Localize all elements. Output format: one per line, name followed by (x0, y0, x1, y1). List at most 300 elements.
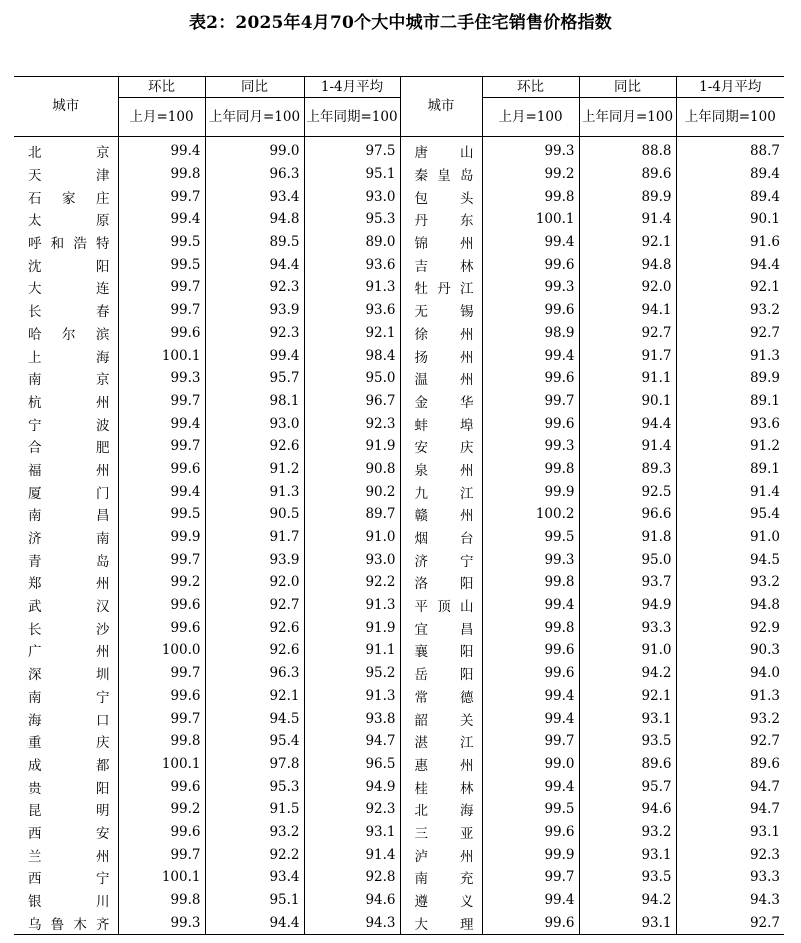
yoy-value: 92.7 (579, 322, 676, 345)
avg-value: 93.6 (304, 253, 400, 276)
table-row (14, 798, 784, 821)
mom-value: 99.7 (118, 435, 205, 458)
yoy-value: 93.2 (205, 821, 304, 844)
avg-value: 91.0 (749, 529, 780, 546)
avg-value: 93.3 (749, 869, 780, 886)
mom-value: 100.1 (482, 208, 579, 231)
mom-value: 99.3 (118, 911, 205, 934)
yoy-value: 93.3 (579, 616, 676, 639)
mom-value: 99.3 (482, 276, 579, 299)
mom-value: 99.8 (482, 458, 579, 481)
city-name: 无锡 (400, 299, 482, 322)
mom-value: 99.2 (118, 798, 205, 821)
mom-value: 99.8 (482, 616, 579, 639)
city-name: 广州 (14, 639, 118, 662)
table-row (14, 911, 784, 934)
avg-value: 94.9 (304, 775, 400, 798)
mom-value: 99.4 (482, 775, 579, 798)
avg-value: 96.7 (304, 390, 400, 413)
city-name: 海口 (14, 707, 118, 730)
table-row (14, 253, 784, 276)
yoy-value: 89.9 (579, 185, 676, 208)
city-name: 唐山 (400, 137, 482, 163)
city-name: 金华 (400, 390, 482, 413)
avg-value: 89.4 (749, 188, 780, 205)
table-row (14, 390, 784, 413)
city-name: 锦州 (400, 231, 482, 254)
mom-value: 99.3 (482, 435, 579, 458)
mom-value: 99.6 (482, 253, 579, 276)
yoy-value: 99.4 (205, 344, 304, 367)
yoy-value: 93.9 (205, 299, 304, 322)
avg-value: 94.7 (749, 778, 780, 795)
city-name: 遵义 (400, 889, 482, 912)
table-body (14, 137, 784, 935)
city-name: 泸州 (400, 843, 482, 866)
city-name: 济南 (14, 526, 118, 549)
avg-value: 95.3 (304, 208, 400, 231)
yoy-value: 89.5 (205, 231, 304, 254)
city-name: 常德 (400, 685, 482, 708)
city-name: 牡丹江 (400, 276, 482, 299)
yoy-value: 92.1 (205, 685, 304, 708)
avg-value: 88.7 (749, 143, 780, 160)
yoy-value: 91.5 (205, 798, 304, 821)
city-name: 深圳 (14, 662, 118, 685)
mom-value: 99.7 (118, 843, 205, 866)
mom-value: 99.6 (482, 412, 579, 435)
yoy-value: 93.1 (579, 843, 676, 866)
header-city-right: 城市 (400, 77, 482, 137)
table-row (14, 163, 784, 186)
mom-value: 99.3 (482, 548, 579, 571)
avg-value: 91.4 (749, 483, 780, 500)
mom-value: 99.7 (118, 185, 205, 208)
avg-value: 90.1 (749, 211, 780, 228)
avg-value: 91.3 (304, 685, 400, 708)
city-name: 宜昌 (400, 616, 482, 639)
table-row (14, 299, 784, 322)
avg-value: 93.2 (749, 710, 780, 727)
mom-value: 99.3 (482, 137, 579, 163)
table-row (14, 594, 784, 617)
mom-value: 99.7 (118, 707, 205, 730)
table-row (14, 480, 784, 503)
city-name: 三亚 (400, 821, 482, 844)
avg-value: 93.2 (749, 574, 780, 591)
table-row (14, 526, 784, 549)
avg-value: 95.0 (304, 367, 400, 390)
avg-value: 94.6 (304, 889, 400, 912)
table-row (14, 344, 784, 367)
mom-value: 99.6 (118, 594, 205, 617)
yoy-value: 90.5 (205, 503, 304, 526)
avg-value: 91.3 (304, 594, 400, 617)
yoy-value: 92.1 (579, 231, 676, 254)
mom-value: 99.6 (118, 322, 205, 345)
mom-value: 99.2 (118, 571, 205, 594)
header-avg-base-left: 上年同期=100 (304, 98, 400, 137)
mom-value: 99.6 (482, 299, 579, 322)
avg-value: 89.1 (749, 392, 780, 409)
header-yoy-base-right: 上年同月=100 (579, 98, 676, 137)
yoy-value: 95.7 (579, 775, 676, 798)
mom-value: 99.5 (118, 231, 205, 254)
avg-value: 91.9 (304, 616, 400, 639)
city-name: 丹东 (400, 208, 482, 231)
yoy-value: 91.4 (579, 208, 676, 231)
avg-value: 91.3 (749, 687, 780, 704)
mom-value: 99.6 (118, 775, 205, 798)
city-name: 银川 (14, 889, 118, 912)
city-name: 九江 (400, 480, 482, 503)
avg-value: 98.4 (304, 344, 400, 367)
city-name: 长春 (14, 299, 118, 322)
yoy-value: 92.3 (205, 322, 304, 345)
yoy-value: 88.8 (579, 137, 676, 163)
mom-value: 99.5 (118, 503, 205, 526)
avg-value: 94.8 (749, 597, 780, 614)
header-mom-base-left: 上月=100 (118, 98, 205, 137)
yoy-value: 91.7 (579, 344, 676, 367)
city-name: 南京 (14, 367, 118, 390)
avg-value: 93.1 (749, 823, 780, 840)
avg-value: 89.6 (749, 755, 780, 772)
avg-value: 92.1 (304, 322, 400, 345)
avg-value: 94.3 (304, 911, 400, 934)
city-name: 宁波 (14, 412, 118, 435)
avg-value: 92.7 (749, 733, 780, 750)
yoy-value: 92.6 (205, 639, 304, 662)
header-avg-right: 1-4月平均 (676, 77, 784, 98)
yoy-value: 92.7 (205, 594, 304, 617)
avg-value: 97.5 (304, 137, 400, 163)
mom-value: 99.8 (482, 185, 579, 208)
mom-value: 99.9 (482, 480, 579, 503)
table-row (14, 707, 784, 730)
city-name: 烟台 (400, 526, 482, 549)
city-name: 贵阳 (14, 775, 118, 798)
table-row (14, 548, 784, 571)
yoy-value: 89.3 (579, 458, 676, 481)
city-name: 徐州 (400, 322, 482, 345)
yoy-value: 98.1 (205, 390, 304, 413)
city-name: 平顶山 (400, 594, 482, 617)
table-row (14, 753, 784, 776)
header-yoy-left: 同比 (205, 77, 304, 98)
city-name: 包头 (400, 185, 482, 208)
header-yoy-base-left: 上年同月=100 (205, 98, 304, 137)
table-row (14, 458, 784, 481)
mom-value: 99.6 (482, 367, 579, 390)
city-name: 南宁 (14, 685, 118, 708)
mom-value: 99.7 (482, 866, 579, 889)
yoy-value: 95.7 (205, 367, 304, 390)
avg-value: 93.0 (304, 185, 400, 208)
mom-value: 99.6 (118, 616, 205, 639)
mom-value: 99.3 (118, 367, 205, 390)
yoy-value: 95.3 (205, 775, 304, 798)
avg-value: 91.9 (304, 435, 400, 458)
table-row (14, 322, 784, 345)
avg-value: 91.1 (304, 639, 400, 662)
city-name: 厦门 (14, 480, 118, 503)
yoy-value: 94.2 (579, 889, 676, 912)
yoy-value: 94.8 (205, 208, 304, 231)
city-name: 桂林 (400, 775, 482, 798)
header-mom-base-right: 上月=100 (482, 98, 579, 137)
city-name: 北海 (400, 798, 482, 821)
city-name: 泉州 (400, 458, 482, 481)
mom-value: 100.0 (118, 639, 205, 662)
avg-value: 92.8 (304, 866, 400, 889)
yoy-value: 96.6 (579, 503, 676, 526)
mom-value: 99.4 (482, 707, 579, 730)
mom-value: 99.5 (118, 253, 205, 276)
mom-value: 99.4 (482, 889, 579, 912)
avg-value: 89.9 (749, 370, 780, 387)
yoy-value: 90.1 (579, 390, 676, 413)
avg-value: 89.7 (304, 503, 400, 526)
table-row (14, 821, 784, 844)
avg-value: 89.0 (304, 231, 400, 254)
mom-value: 99.8 (118, 889, 205, 912)
mom-value: 99.9 (118, 526, 205, 549)
city-name: 合肥 (14, 435, 118, 458)
yoy-value: 94.4 (205, 253, 304, 276)
city-name: 兰州 (14, 843, 118, 866)
yoy-value: 93.9 (205, 548, 304, 571)
header-city-left: 城市 (14, 77, 118, 137)
yoy-value: 91.3 (205, 480, 304, 503)
avg-value: 94.4 (749, 256, 780, 273)
avg-value: 90.3 (749, 642, 780, 659)
mom-value: 99.4 (482, 594, 579, 617)
table-row (14, 843, 784, 866)
yoy-value: 94.8 (579, 253, 676, 276)
mom-value: 99.6 (118, 458, 205, 481)
avg-value: 89.1 (749, 460, 780, 477)
city-name: 重庆 (14, 730, 118, 753)
price-index-table (14, 76, 784, 935)
header-avg-base-right: 上年同期=100 (676, 98, 784, 137)
mom-value: 99.6 (482, 911, 579, 934)
table-row (14, 685, 784, 708)
avg-value: 92.1 (749, 279, 780, 296)
table-row (14, 889, 784, 912)
avg-value: 93.0 (304, 548, 400, 571)
table-row (14, 503, 784, 526)
city-name: 秦皇岛 (400, 163, 482, 186)
header-mom-left: 环比 (118, 77, 205, 98)
yoy-value: 93.0 (205, 412, 304, 435)
avg-value: 94.7 (749, 801, 780, 818)
avg-value: 93.1 (304, 821, 400, 844)
avg-value: 92.3 (304, 798, 400, 821)
yoy-value: 91.4 (579, 435, 676, 458)
mom-value: 99.9 (482, 843, 579, 866)
avg-value: 93.6 (304, 299, 400, 322)
avg-value: 92.3 (749, 846, 780, 863)
avg-value: 95.4 (749, 506, 780, 523)
yoy-value: 97.8 (205, 753, 304, 776)
city-name: 郑州 (14, 571, 118, 594)
table-row (14, 412, 784, 435)
city-name: 长沙 (14, 616, 118, 639)
yoy-value: 91.1 (579, 367, 676, 390)
avg-value: 94.0 (749, 665, 780, 682)
yoy-value: 94.9 (579, 594, 676, 617)
city-name: 沈阳 (14, 253, 118, 276)
yoy-value: 92.0 (579, 276, 676, 299)
yoy-value: 92.0 (205, 571, 304, 594)
mom-value: 99.5 (482, 526, 579, 549)
mom-value: 99.4 (118, 137, 205, 163)
yoy-value: 93.4 (205, 866, 304, 889)
mom-value: 99.6 (118, 821, 205, 844)
table-row (14, 616, 784, 639)
yoy-value: 93.5 (579, 730, 676, 753)
table-row (14, 730, 784, 753)
city-name: 北京 (14, 137, 118, 163)
header-mom-right: 环比 (482, 77, 579, 98)
city-name: 南昌 (14, 503, 118, 526)
city-name: 温州 (400, 367, 482, 390)
city-name: 太原 (14, 208, 118, 231)
avg-value: 95.2 (304, 662, 400, 685)
mom-value: 99.7 (118, 276, 205, 299)
mom-value: 98.9 (482, 322, 579, 345)
table-row (14, 208, 784, 231)
mom-value: 99.6 (482, 821, 579, 844)
mom-value: 100.1 (118, 344, 205, 367)
avg-value: 92.3 (304, 412, 400, 435)
mom-value: 99.8 (118, 163, 205, 186)
table-row (14, 435, 784, 458)
yoy-value: 92.2 (205, 843, 304, 866)
city-name: 青岛 (14, 548, 118, 571)
yoy-value: 94.6 (579, 798, 676, 821)
avg-value: 89.4 (749, 166, 780, 183)
yoy-value: 91.2 (205, 458, 304, 481)
city-name: 西安 (14, 821, 118, 844)
yoy-value: 92.5 (579, 480, 676, 503)
mom-value: 99.4 (482, 685, 579, 708)
yoy-value: 93.4 (205, 185, 304, 208)
city-name: 西宁 (14, 866, 118, 889)
mom-value: 99.8 (482, 571, 579, 594)
yoy-value: 91.0 (579, 639, 676, 662)
avg-value: 95.1 (304, 163, 400, 186)
mom-value: 99.7 (118, 662, 205, 685)
avg-value: 92.2 (304, 571, 400, 594)
mom-value: 99.5 (482, 798, 579, 821)
yoy-value: 94.1 (579, 299, 676, 322)
mom-value: 100.1 (118, 866, 205, 889)
mom-value: 99.7 (118, 299, 205, 322)
yoy-value: 95.4 (205, 730, 304, 753)
city-name: 南充 (400, 866, 482, 889)
mom-value: 100.1 (118, 753, 205, 776)
mom-value: 99.4 (118, 480, 205, 503)
yoy-value: 92.3 (205, 276, 304, 299)
avg-value: 93.6 (749, 415, 780, 432)
mom-value: 99.8 (118, 730, 205, 753)
table-row (14, 571, 784, 594)
avg-value: 90.2 (304, 480, 400, 503)
yoy-value: 91.8 (579, 526, 676, 549)
city-name: 赣州 (400, 503, 482, 526)
avg-value: 91.2 (749, 438, 780, 455)
avg-value: 94.3 (749, 892, 780, 909)
city-name: 吉林 (400, 253, 482, 276)
yoy-value: 93.1 (579, 707, 676, 730)
avg-value: 96.5 (304, 753, 400, 776)
city-name: 洛阳 (400, 571, 482, 594)
avg-value: 92.7 (749, 914, 780, 931)
city-name: 成都 (14, 753, 118, 776)
mom-value: 99.4 (118, 412, 205, 435)
city-name: 哈尔滨 (14, 322, 118, 345)
city-name: 昆明 (14, 798, 118, 821)
city-name: 福州 (14, 458, 118, 481)
yoy-value: 94.4 (205, 911, 304, 934)
city-name: 呼和浩特 (14, 231, 118, 254)
city-name: 大理 (400, 911, 482, 934)
mom-value: 99.6 (482, 662, 579, 685)
mom-value: 99.7 (482, 730, 579, 753)
mom-value: 99.2 (482, 163, 579, 186)
city-name: 上海 (14, 344, 118, 367)
city-name: 济宁 (400, 548, 482, 571)
city-name: 湛江 (400, 730, 482, 753)
mom-value: 99.7 (482, 390, 579, 413)
city-name: 蚌埠 (400, 412, 482, 435)
yoy-value: 99.0 (205, 137, 304, 163)
yoy-value: 94.2 (579, 662, 676, 685)
table-row (14, 276, 784, 299)
yoy-value: 92.6 (205, 435, 304, 458)
header-avg-left: 1-4月平均 (304, 77, 400, 98)
avg-value: 91.3 (304, 276, 400, 299)
table-row (14, 639, 784, 662)
table-row (14, 662, 784, 685)
yoy-value: 94.4 (579, 412, 676, 435)
city-name: 大连 (14, 276, 118, 299)
table-row (14, 185, 784, 208)
avg-value: 91.4 (304, 843, 400, 866)
city-name: 惠州 (400, 753, 482, 776)
yoy-value: 93.1 (579, 911, 676, 934)
avg-value: 91.0 (304, 526, 400, 549)
yoy-value: 93.7 (579, 571, 676, 594)
mom-value: 99.7 (118, 548, 205, 571)
city-name: 石家庄 (14, 185, 118, 208)
city-name: 武汉 (14, 594, 118, 617)
mom-value: 99.7 (118, 390, 205, 413)
header-yoy-right: 同比 (579, 77, 676, 98)
yoy-value: 95.1 (205, 889, 304, 912)
city-name: 安庆 (400, 435, 482, 458)
city-name: 襄阳 (400, 639, 482, 662)
avg-value: 91.6 (749, 234, 780, 251)
avg-value: 91.3 (749, 347, 780, 364)
yoy-value: 89.6 (579, 753, 676, 776)
city-name: 韶关 (400, 707, 482, 730)
city-name: 杭州 (14, 390, 118, 413)
avg-value: 92.7 (749, 324, 780, 341)
mom-value: 99.4 (118, 208, 205, 231)
